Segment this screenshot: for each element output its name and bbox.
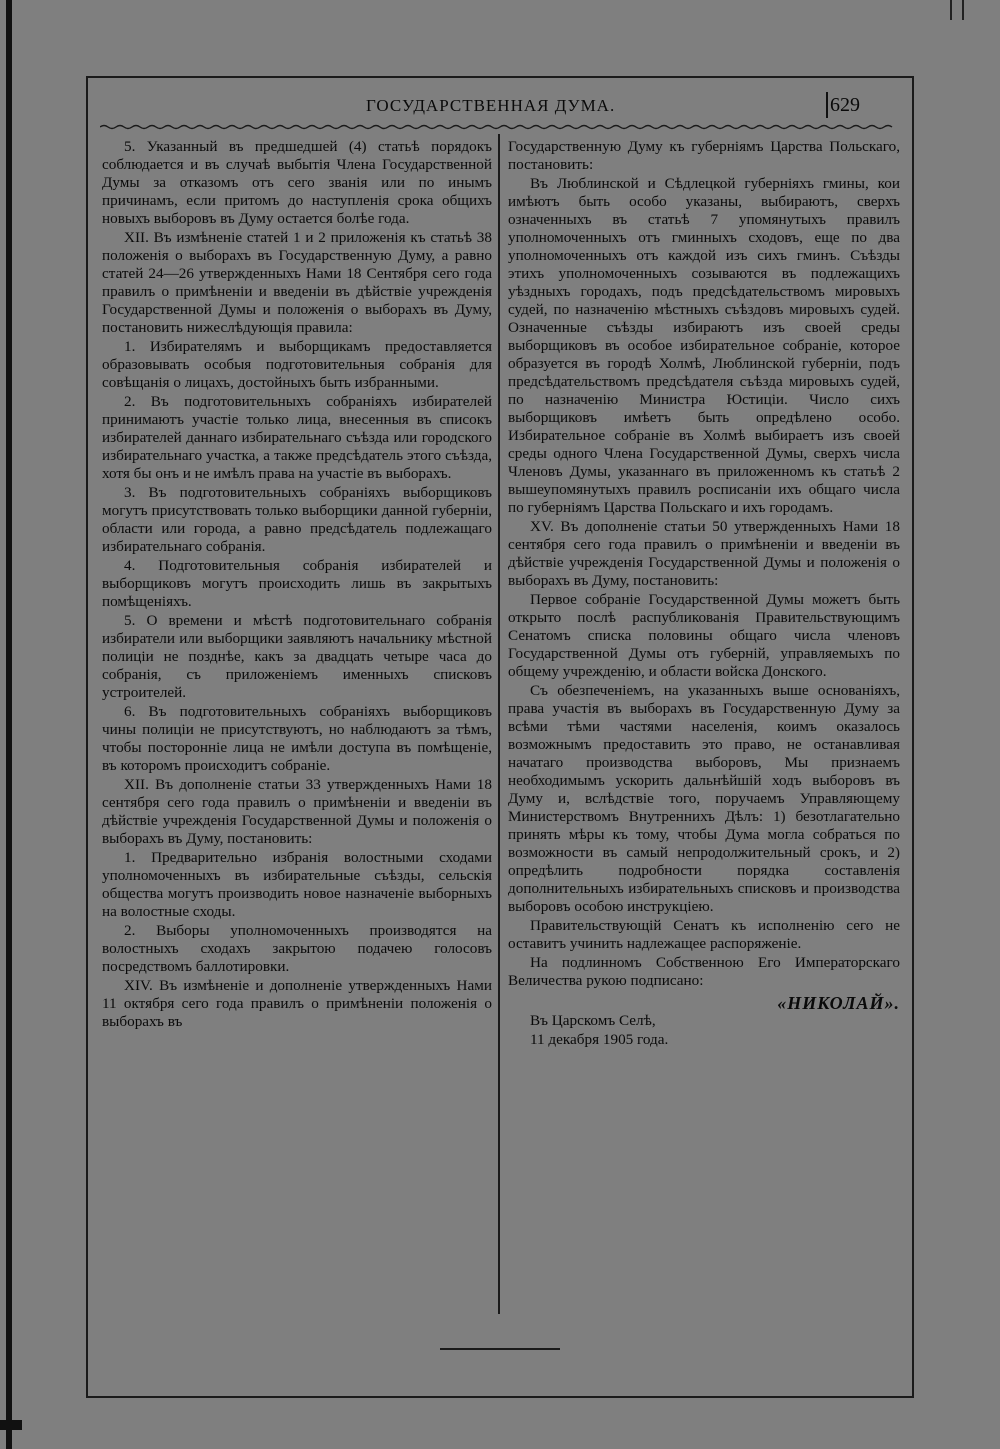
paragraph: Съ обезпеченіемъ, на указанныхъ выше основаніяхъ, права участія въ выборахъ въ Государственную Думу за всѣми тѣми частями населенія, коимъ оказалось возможнымъ предоставить это право, не останавливая начатаго производства выборовъ, Мы признаемъ необходимымъ ускорить дальнѣйшій ходъ выборовъ въ Думу и, вслѣдствіе того, поручаемъ Управляющему Министерствомъ Внутреннихъ Дѣлъ: 1) безотлагательно принять мѣры къ тому, чтобы Дума могла собраться по возможности въ самый непродолжительный срокъ, и 2) опредѣлить подробности порядка составленія дополнительныхъ избирательныхъ списковъ и производства выборовъ особою инструкціею. (508, 682, 900, 915)
signature: «НИКОЛАЙ». (777, 993, 900, 1013)
paragraph: 1. Избирателямъ и выборщикамъ предоставляется образовывать особыя подготовительныя собранія для совѣщанія о лицахъ, достойныхъ быть избранными. (102, 338, 492, 391)
paragraph: Государственную Думу къ губерніямъ Царства Польскаго, постановить: (508, 138, 900, 173)
paragraph: На подлинномъ Собственною Его Императорскаго Величества рукою подписано: (508, 954, 900, 989)
header-wavy-rule (100, 124, 896, 130)
paragraph: Первое собраніе Государственной Думы можетъ быть открыто послѣ распубликованія Правительствующимъ Сенатомъ списка половины общаго числа членовъ Государственной Думы отъ губерній, управляемыхъ по общему учрежденію, и области войска Донского. (508, 591, 900, 680)
paragraph: XII. Въ дополненіе статьи 33 утвержденныхъ Нами 18 сентября сего года правилъ о примѣненіи и введеніи въ дѣйствіе учрежденія Государственной Думы и положенія о выборахъ въ Думу, постановить: (102, 776, 492, 847)
paragraph: XII. Въ измѣненіе статей 1 и 2 приложенія къ статьѣ 38 положенія о выборахъ въ Государственную Думу, а равно статей 24—26 утвержденныхъ Нами 18 Сентября сего года правилъ о примѣненіи и введеніи въ дѣйствіе учрежденія Государственной Думы и положенія о выборахъ въ Думу, постановить нижеслѣдующія правила: (102, 229, 492, 336)
paragraph: Правительствующій Сенатъ къ исполненію сего не оставитъ учинить надлежащее распоряженіе. (508, 917, 900, 952)
paragraph: 6. Въ подготовительныхъ собраніяхъ выборщиковъ чины полиціи не присутствуютъ, но наблюдаютъ за тѣмъ, чтобы посторонніе лица не имѣли доступа въ помѣщеніе, въ которомъ происходитъ собраніе. (102, 703, 492, 774)
paragraph: 5. О времени и мѣстѣ подготовительнаго собранія избиратели или выборщики заявляютъ начальнику мѣстной полиціи не позднѣе, какъ за двадцать четыре часа до собранія, съ приложеніемъ именныхъ списковъ устроителей. (102, 612, 492, 701)
margin-marks (950, 0, 964, 20)
signing-place: Въ Царскомъ Селѣ, (530, 1012, 656, 1029)
paragraph: 4. Подготовительныя собранія избирателей и выборщиковъ могутъ происходить лишь въ закрытыхъ помѣщеніяхъ. (102, 557, 492, 610)
paragraph: Въ Люблинской и Сѣдлецкой губерніяхъ гмины, кои имѣютъ быть особо указаны, выбираютъ, сверхъ означенныхъ въ статьѣ 7 упомянутыхъ правилъ уполномоченныхъ отъ гминныхъ сходовъ, еще по два уполномоченныхъ отъ каждой изъ сихъ гминъ. Съѣзды этихъ уполномоченныхъ созываются въ подлежащихъ уѣздныхъ городахъ, подъ предсѣдательствомъ мировыхъ судей, по назначенію мѣстныхъ съѣздовъ мировыхъ судей. Означенные съѣзды избираютъ изъ своей среды выборщиковъ въ особое избирательное собраніе, которое образуется въ городѣ Холмѣ, Люблинской губерніи, подъ предсѣдательствомъ предсѣдателя съѣзда мировыхъ судей, по назначенію Министра Юстиціи. Число сихъ выборщиковъ имѣетъ быть опредѣлено особо. Избирательное собраніе въ Холмѣ выбираетъ изъ своей среды одного Члена Государственной Думы, сверхъ числа Членовъ Думы, указаннаго въ приложенномъ къ статьѣ 2 вышеупомянутыхъ правилъ росписаніи ихъ общаго числа по губерніямъ Царства Польскаго и ихъ городамъ. (508, 175, 900, 516)
page-frame (86, 76, 914, 1398)
header-title: ГОСУДАРСТВЕННАЯ ДУМА. (366, 96, 616, 115)
binding-mark (0, 1420, 22, 1430)
column-separator (498, 134, 500, 1314)
paragraph: 5. Указанный въ предшедшей (4) статьѣ порядокъ соблюдается и въ случаѣ выбытія Члена Государственной Думы за отказомъ отъ сего званія или по инымъ причинамъ, если притомъ до наступленія срока общихъ новыхъ выборовъ въ Думу остается болѣе года. (102, 138, 492, 227)
page-number: 629 (830, 94, 860, 116)
paragraph: 3. Въ подготовительныхъ собраніяхъ выборщиковъ могутъ присутствовать только выборщики данной губерніи, области или города, а равно предсѣдатель подлежащаго избирательнаго собранія. (102, 484, 492, 555)
paragraph: 1. Предварительно избранія волостными сходами уполномоченныхъ въ избирательные съѣзды, сельскія общества могутъ производить новое назначеніе выборныхъ на волостные сходы. (102, 849, 492, 920)
binding-edge (6, 0, 12, 1449)
end-rule (440, 1348, 560, 1350)
paragraph: 2. Въ подготовительныхъ собраніяхъ избирателей принимаютъ участіе только лица, внесенныя въ списокъ избирателей даннаго избирательнаго съѣзда или городского избирательнаго участка, а также предсѣдатель этого съѣзда, хотя бы онъ и не имѣлъ права на участіе въ выборахъ. (102, 393, 492, 482)
left-column (102, 138, 492, 1032)
header-bar (826, 92, 828, 118)
paragraph: XIV. Въ измѣненіе и дополненіе утвержденныхъ Нами 11 октября сего года правилъ о примѣненіи положенія о выборахъ въ (102, 977, 492, 1030)
paragraph: 2. Выборы уполномоченныхъ производятся на волостныхъ сходахъ закрытою подачею голосовъ посредствомъ баллотировки. (102, 922, 492, 975)
paragraph: XV. Въ дополненіе статьи 50 утвержденныхъ Нами 18 сентября сего года правилъ о примѣненіи и введеніи въ дѣйствіе учрежденія Государственной Думы и положенія о выборахъ въ Думу, постановить: (508, 518, 900, 589)
right-column (508, 138, 900, 1050)
signing-date: 11 декабря 1905 года. (530, 1031, 669, 1048)
running-header (88, 92, 912, 122)
